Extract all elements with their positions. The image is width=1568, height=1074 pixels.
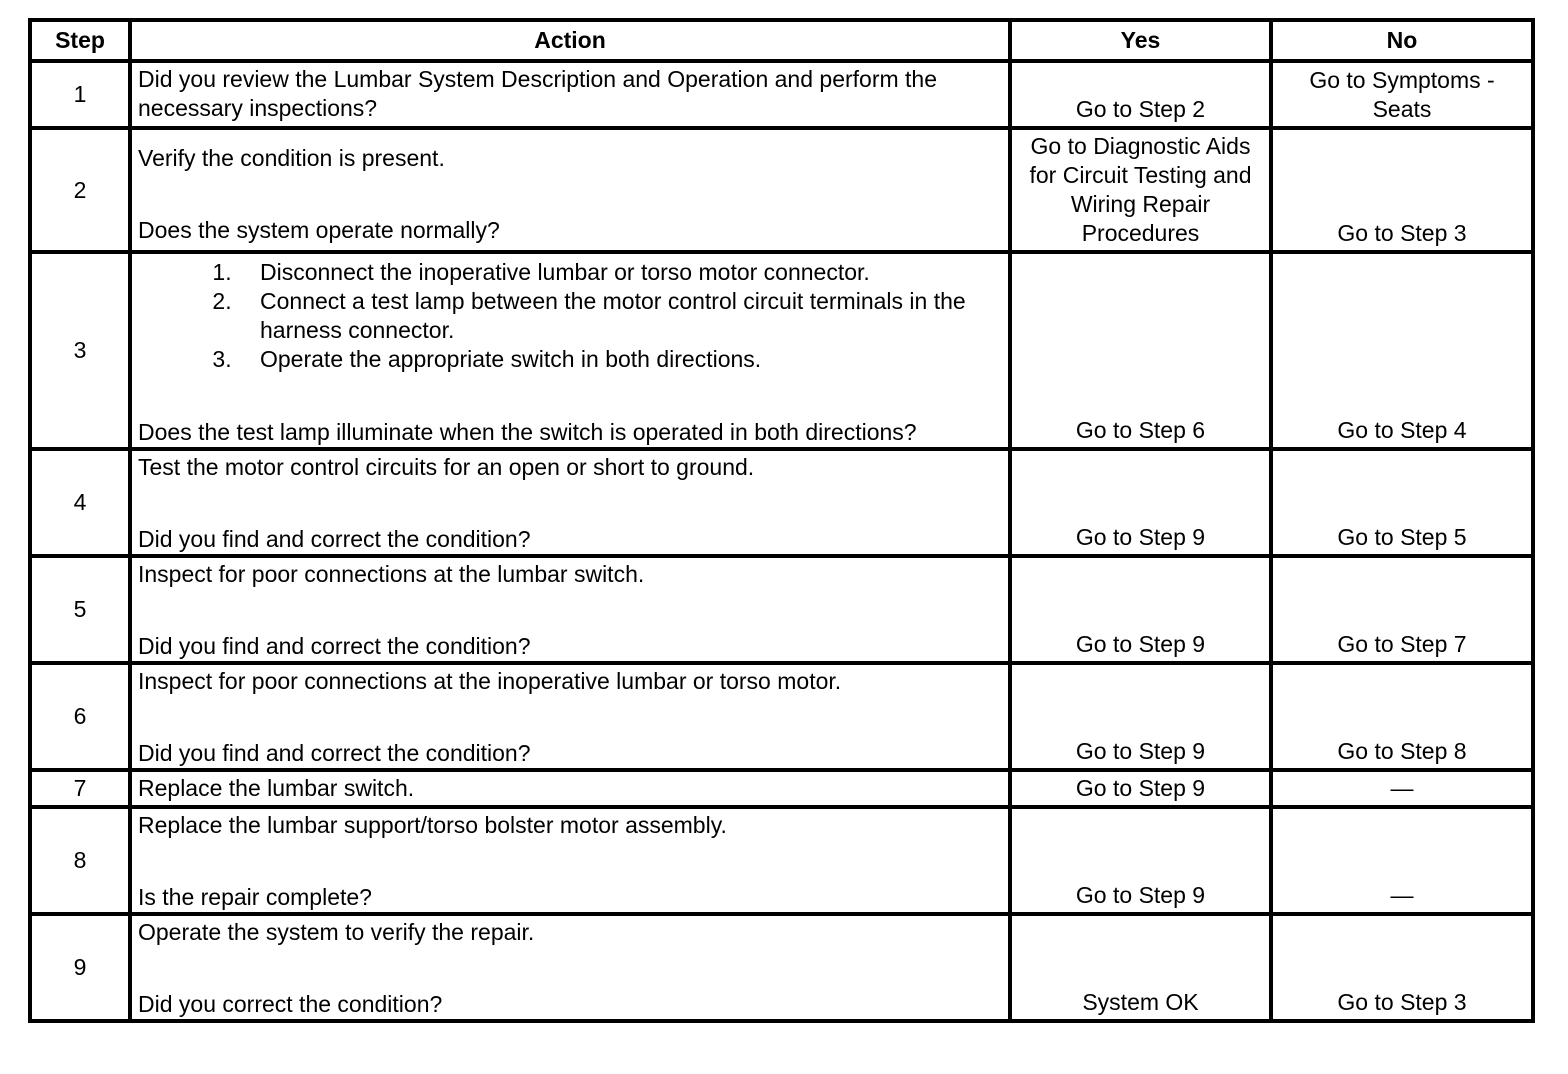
- step-number: 7: [30, 770, 130, 807]
- no-cell: —: [1271, 807, 1533, 914]
- step-number: 5: [30, 556, 130, 663]
- no-cell: Go to Symptoms - Seats: [1271, 61, 1533, 128]
- no-cell: Go to Step 4: [1271, 252, 1533, 449]
- action-cell: [130, 807, 1010, 914]
- step-number: 2: [30, 128, 130, 252]
- action-cell: [130, 770, 1010, 807]
- list-item: 3. Operate the appropriate switch in both directions.: [238, 345, 1002, 374]
- action-question: Did you find and correct the condition?: [138, 633, 531, 659]
- step-number: 4: [30, 449, 130, 556]
- action-cell: [130, 449, 1010, 556]
- table-row: [30, 252, 1533, 449]
- header-row: [30, 20, 1533, 61]
- yes-cell: System OK: [1010, 914, 1271, 1021]
- step-number: 8: [30, 807, 130, 914]
- substep-list: [138, 258, 1002, 374]
- action-text: Did you review the Lumbar System Description and Operation and perform the necessary inspections?: [138, 66, 938, 121]
- yes-cell: Go to Step 9: [1010, 663, 1271, 770]
- action-text: Operate the system to verify the repair.: [138, 919, 535, 945]
- action-cell: [130, 914, 1010, 1021]
- list-item: 2. Connect a test lamp between the motor control circuit terminals in the harness connector.: [238, 287, 1002, 345]
- action-cell: [130, 556, 1010, 663]
- action-question: Does the system operate normally?: [138, 217, 500, 243]
- no-cell: Go to Step 7: [1271, 556, 1533, 663]
- diagnostic-table: [28, 18, 1535, 1023]
- action-text: Replace the lumbar switch.: [138, 775, 415, 801]
- yes-cell: Go to Step 9: [1010, 807, 1271, 914]
- step-number: 3: [30, 252, 130, 449]
- action-text: Inspect for poor connections at the inoperative lumbar or torso motor.: [138, 668, 842, 694]
- table-row: [30, 449, 1533, 556]
- table-row: [30, 556, 1533, 663]
- table-row: [30, 128, 1533, 252]
- yes-cell: Go to Step 9: [1010, 556, 1271, 663]
- table-row: [30, 61, 1533, 128]
- no-cell: Go to Step 5: [1271, 449, 1533, 556]
- header-yes: Yes: [1010, 20, 1271, 61]
- action-question: Did you find and correct the condition?: [138, 740, 531, 766]
- no-cell: Go to Step 3: [1271, 128, 1533, 252]
- table-row: [30, 914, 1533, 1021]
- no-cell: Go to Step 3: [1271, 914, 1533, 1021]
- step-number: 9: [30, 914, 130, 1021]
- header-no: No: [1271, 20, 1533, 61]
- action-question: Did you correct the condition?: [138, 991, 443, 1017]
- action-cell: [130, 61, 1010, 128]
- no-cell: —: [1271, 770, 1533, 807]
- yes-cell: Go to Step 9: [1010, 770, 1271, 807]
- header-action: Action: [130, 20, 1010, 61]
- action-text: Inspect for poor connections at the lumbar switch.: [138, 561, 645, 587]
- yes-cell: Go to Step 2: [1010, 61, 1271, 128]
- table-row: [30, 807, 1533, 914]
- action-cell: [130, 252, 1010, 449]
- list-item: 1. Disconnect the inoperative lumbar or torso motor connector.: [238, 258, 1002, 287]
- action-text: Replace the lumbar support/torso bolster motor assembly.: [138, 812, 727, 838]
- yes-cell: Go to Step 9: [1010, 449, 1271, 556]
- action-question: Does the test lamp illuminate when the switch is operated in both directions?: [138, 419, 917, 445]
- header-step: Step: [30, 20, 130, 61]
- table-row: [30, 663, 1533, 770]
- action-question: Is the repair complete?: [138, 884, 372, 910]
- yes-cell: Go to Step 6: [1010, 252, 1271, 449]
- action-text: Verify the condition is present.: [138, 145, 445, 171]
- action-question: Did you find and correct the condition?: [138, 526, 531, 552]
- action-cell: [130, 663, 1010, 770]
- action-cell: [130, 128, 1010, 252]
- yes-cell: Go to Diagnostic Aids for Circuit Testing and Wiring Repair Procedures: [1010, 128, 1271, 252]
- no-cell: Go to Step 8: [1271, 663, 1533, 770]
- step-number: 1: [30, 61, 130, 128]
- step-number: 6: [30, 663, 130, 770]
- action-text: Test the motor control circuits for an open or short to ground.: [138, 454, 755, 480]
- table-row: [30, 770, 1533, 807]
